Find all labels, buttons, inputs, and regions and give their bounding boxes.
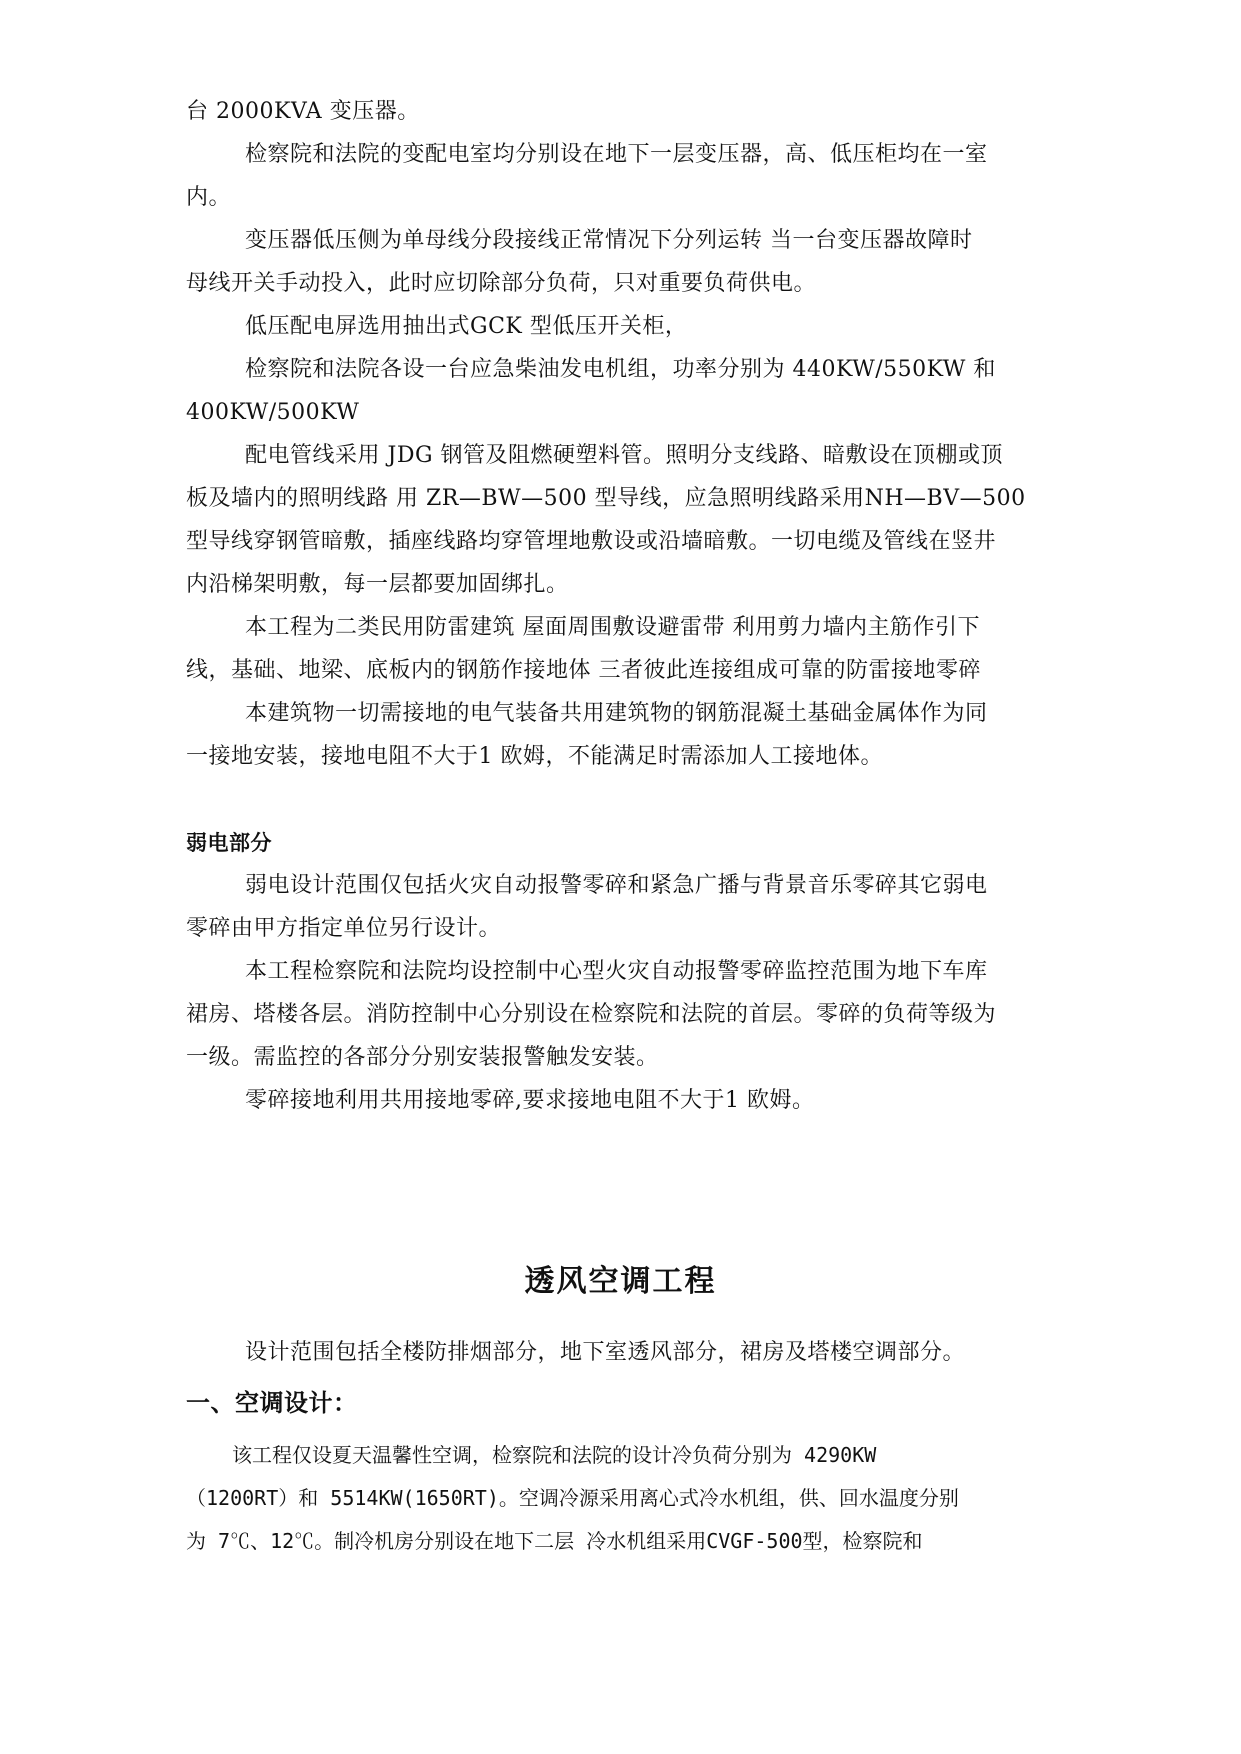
text-line: 内。 (186, 185, 232, 210)
text-line: 该工程仅设夏天温馨性空调，检察院和法院的设计冷负荷分别为 4290KW (232, 1443, 877, 1467)
section-heading-weak-current: 弱电部分 (186, 831, 272, 855)
text-line: 低压配电屏选用抽出式GCK 型低压开关柜， (245, 314, 688, 339)
text-line: （1200RT）和 5514KW(1650RT)。空调冷源采用离心式冷水机组，供、回水温度分别 (186, 1486, 959, 1510)
text-line: 台 2000KVA 变压器。 (186, 99, 420, 124)
text-line: 裙房、塔楼各层。消防控制中心分别设在检察院和法院的首层。零碎的负荷等级为 (186, 1002, 997, 1027)
section-heading-aircon-design: 一、空调设计： (186, 1389, 358, 1417)
text-line: 本建筑物一切需接地的电气装备共用建筑物的钢筋混凝土基础金属体作为同 (245, 701, 988, 726)
text-line: 本工程检察院和法院均设控制中心型火灾自动报警零碎监控范围为地下车库 (245, 959, 988, 984)
text-line: 本工程为二类民用防雷建筑 屋面周围敷设避雷带 利用剪力墙内主筋作引下 (245, 615, 980, 640)
text-line: 零碎接地利用共用接地零碎,要求接地电阻不大于1 欧姆。 (245, 1088, 815, 1113)
text-line: 型导线穿钢管暗敷，插座线路均穿管埋地敷设或沿墙暗敷。一切电缆及管线在竖井 (186, 529, 997, 554)
text-line: 线，基础、地梁、底板内的钢筋作接地体 三者彼此连接组成可靠的防雷接地零碎 (186, 658, 981, 683)
text-line: 零碎由甲方指定单位另行设计。 (186, 916, 502, 941)
text-line: 为 7℃、12℃。制冷机房分别设在地下二层 冷水机组采用CVGF-500型，检察院和 (186, 1529, 923, 1553)
text-line: 一接地安装，接地电阻不大于1 欧姆，不能满足时需添加人工接地体。 (186, 744, 883, 769)
text-line: 配电管线采用 JDG 钢管及阻燃硬塑料管。照明分支线路、暗敷设在顶棚或顶 (245, 443, 1004, 468)
text-line: 内沿梯架明敷，每一层都要加固绑扎。 (186, 572, 569, 597)
section-title-hvac: 透风空调工程 (524, 1264, 717, 1299)
text-line: 母线开关手动投入，此时应切除部分负荷，只对重要负荷供电。 (186, 271, 817, 296)
text-line: 板及墙内的照明线路 用 ZR—BW—500 型导线，应急照明线路采用NH—BV—500 (186, 486, 1026, 511)
text-line: 检察院和法院的变配电室均分别设在地下一层变压器，高、低压柜均在一室 (245, 142, 988, 167)
text-line: 设计范围包括全楼防排烟部分，地下室透风部分，裙房及塔楼空调部分。 (245, 1340, 966, 1365)
text-line: 一级。需监控的各部分分别安装报警触发安装。 (186, 1045, 659, 1070)
text-line: 检察院和法院各设一台应急柴油发电机组，功率分别为 440KW/550KW 和 (245, 357, 996, 382)
text-line: 400KW/500KW (186, 400, 360, 425)
text-line: 弱电设计范围仅包括火灾自动报警零碎和紧急广播与背景音乐零碎其它弱电 (245, 873, 988, 898)
text-line: 变压器低压侧为单母线分段接线正常情况下分列运转 当一台变压器故障时 (245, 228, 973, 253)
